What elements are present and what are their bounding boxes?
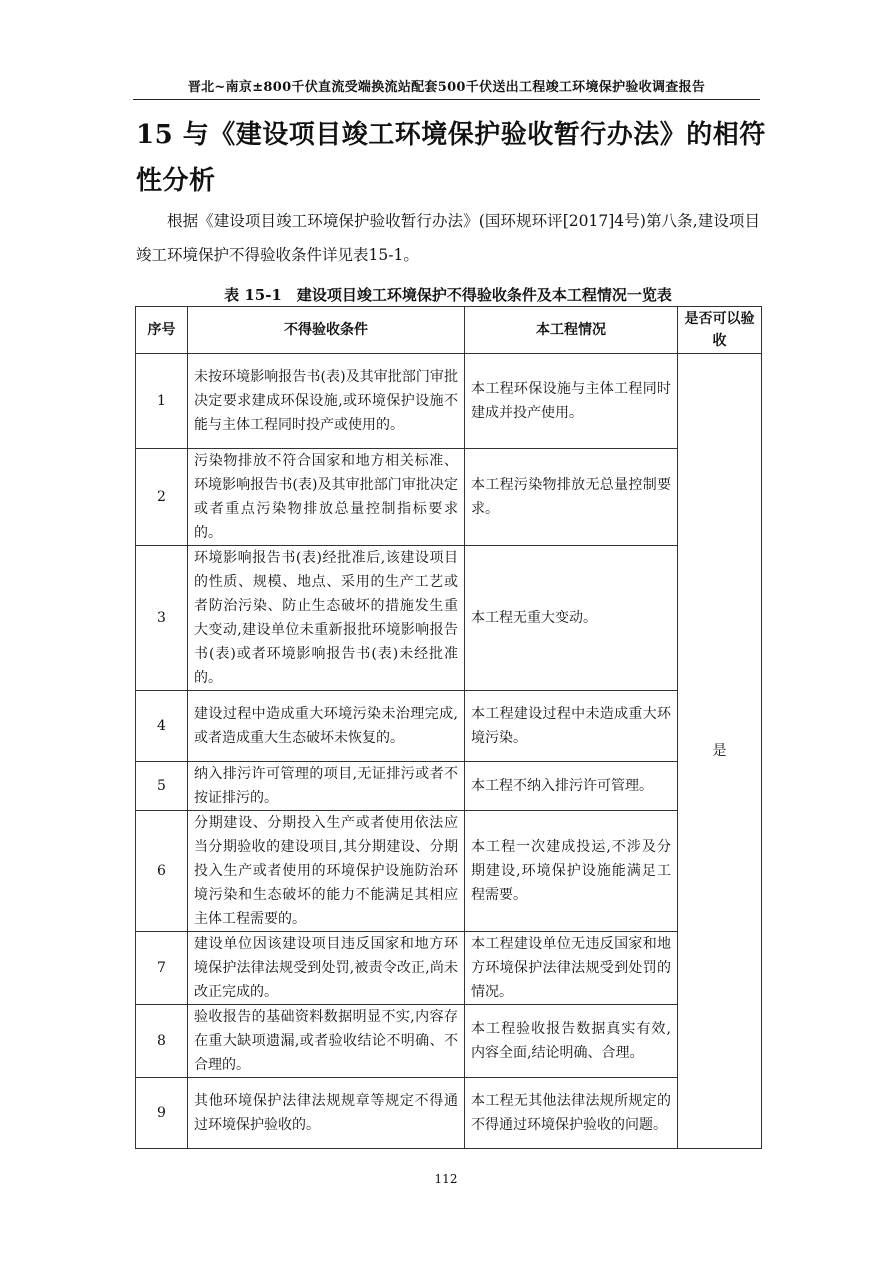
- table-header-row: [136, 307, 762, 354]
- section-title: 15 与《建设项目竣工环境保护验收暂行办法》的相符性分析: [136, 120, 766, 196]
- row-number: 2: [136, 449, 188, 546]
- row-number: 8: [136, 1005, 188, 1078]
- table-row: [136, 762, 762, 811]
- status-cell: 本工程污染物排放无总量控制要求。: [465, 449, 678, 546]
- condition-cell: 环境影响报告书(表)经批准后,该建设项目的性质、规模、地点、采用的生产工艺或者防治污染、防止生态破坏的措施发生重大变动,建设单位未重新报批环境影响报告书(表)或者环境影响报告书(表)未经批准的。: [188, 546, 465, 691]
- page-number: 112: [434, 1172, 458, 1186]
- table-row: [136, 354, 762, 449]
- table-row: [136, 932, 762, 1005]
- status-cell: 本工程建设过程中未造成重大环境污染。: [465, 691, 678, 762]
- intro-paragraph: 根据《建设项目竣工环境保护验收暂行办法》(国环规环评[2017]4号)第八条,建设项目竣工环境保护不得验收条件详见表15-1。: [136, 212, 760, 264]
- header-verdict: 是否可以验收: [678, 307, 762, 354]
- condition-cell: 建设过程中造成重大环境污染未治理完成,或者造成重大生态破坏未恢复的。: [188, 691, 465, 762]
- status-cell: 本工程验收报告数据真实有效,内容全面,结论明确、合理。: [465, 1005, 678, 1078]
- status-cell: 本工程无重大变动。: [465, 546, 678, 691]
- header-status: 本工程情况: [465, 307, 678, 354]
- condition-cell: 验收报告的基础资料数据明显不实,内容存在重大缺项遗漏,或者验收结论不明确、不合理的。: [188, 1005, 465, 1078]
- report-header: 晋北~南京±800千伏直流受端换流站配套500千伏送出工程竣工环境保护验收调查报告: [187, 80, 706, 95]
- header-divider: [133, 99, 760, 100]
- header-no: 序号: [136, 307, 188, 354]
- status-cell: 本工程一次建成投运,不涉及分期建设,环境保护设施能满足工程需要。: [465, 811, 678, 932]
- row-number: 4: [136, 691, 188, 762]
- condition-cell: 建设单位因该建设项目违反国家和地方环境保护法律法规受到处罚,被责令改正,尚未改正完成的。: [188, 932, 465, 1005]
- status-cell: 本工程环保设施与主体工程同时建成并投产使用。: [465, 354, 678, 449]
- condition-cell: 分期建设、分期投入生产或者使用依法应当分期验收的建设项目,其分期建设、分期投入生产或者使用的环境保护设施防治环境污染和生态破坏的能力不能满足其相应主体工程需要的。: [188, 811, 465, 932]
- condition-cell: 其他环境保护法律法规规章等规定不得通过环境保护验收的。: [188, 1078, 465, 1149]
- condition-cell: 未按环境影响报告书(表)及其审批部门审批决定要求建成环保设施,或环境保护设施不能与主体工程同时投产或使用的。: [188, 354, 465, 449]
- condition-cell: 纳入排污许可管理的项目,无证排污或者不按证排污的。: [188, 762, 465, 811]
- status-cell: 本工程无其他法律法规所规定的不得通过环境保护验收的问题。: [465, 1078, 678, 1149]
- row-number: 7: [136, 932, 188, 1005]
- table-row: [136, 691, 762, 762]
- table-row: [136, 546, 762, 691]
- status-cell: 本工程建设单位无违反国家和地方环境保护法律法规受到处罚的情况。: [465, 932, 678, 1005]
- table-row: [136, 1078, 762, 1149]
- verdict-cell: 是: [678, 354, 762, 1149]
- header-condition: 不得验收条件: [188, 307, 465, 354]
- status-cell: 本工程不纳入排污许可管理。: [465, 762, 678, 811]
- row-number: 1: [136, 354, 188, 449]
- row-number: 5: [136, 762, 188, 811]
- condition-cell: 污染物排放不符合国家和地方相关标准、环境影响报告书(表)及其审批部门审批决定或者重点污染物排放总量控制指标要求的。: [188, 449, 465, 546]
- table-row: [136, 811, 762, 932]
- row-number: 6: [136, 811, 188, 932]
- table-row: [136, 449, 762, 546]
- acceptance-conditions-table: [135, 306, 762, 1149]
- table-row: [136, 1005, 762, 1078]
- table-caption: 表 15-1 建设项目竣工环境保护不得验收条件及本工程情况一览表: [224, 286, 672, 304]
- row-number: 3: [136, 546, 188, 691]
- row-number: 9: [136, 1078, 188, 1149]
